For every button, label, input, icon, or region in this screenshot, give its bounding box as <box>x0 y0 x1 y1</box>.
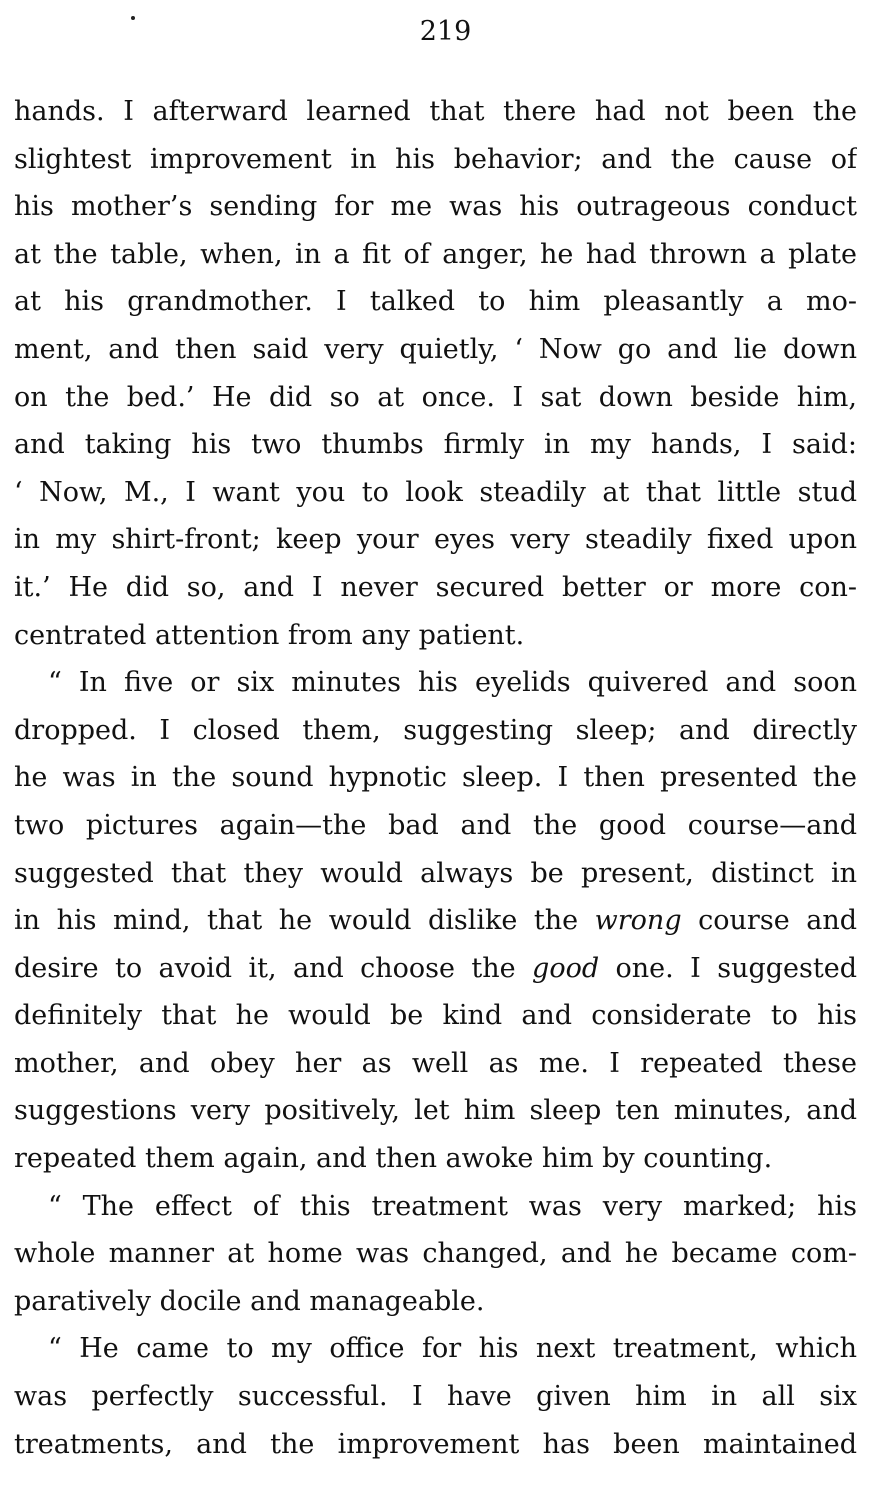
text-line <box>14 1230 857 1278</box>
text-line <box>14 612 857 660</box>
text-segment: one. I suggested <box>599 952 857 984</box>
text-line <box>14 1278 857 1326</box>
text-segment: paratively docile and manageable. <box>14 1285 485 1317</box>
text-segment: and taking his two thumbs firmly in my hands, I said: <box>14 429 857 461</box>
page-number: 219 <box>419 16 472 47</box>
text-segment: course and <box>681 905 857 937</box>
text-segment: at the table, when, in a fit of anger, he had thrown a plate <box>14 238 857 270</box>
text-segment: hands. I afterward learned that there had not been the <box>14 96 857 127</box>
text-line <box>14 421 857 469</box>
text-segment: treatments, and the improvement has been maintained <box>14 1428 857 1460</box>
text-segment: he was in the sound hypnotic sleep. I then presented the <box>14 762 857 794</box>
text-line <box>14 1087 857 1135</box>
text-segment: it.’ He did so, and I never secured better or more con- <box>14 571 857 603</box>
text-segment: centrated attention from any patient. <box>14 619 525 651</box>
text-line <box>14 802 857 850</box>
text-line <box>14 1373 857 1421</box>
text-segment: dropped. I closed them, suggesting sleep; and directly <box>14 714 857 746</box>
body-text <box>14 88 857 1468</box>
emphasized-word: good <box>532 952 600 984</box>
text-segment: “ The effect of this treatment was very marked; his <box>48 1190 857 1222</box>
text-line <box>14 136 857 184</box>
text-segment: ‘ Now, M., I want you to look steadily at that little stud <box>14 476 857 508</box>
text-line <box>14 1325 857 1373</box>
text-line <box>14 469 857 517</box>
text-segment: suggestions very positively, let him sleep ten minutes, and <box>14 1095 857 1127</box>
text-segment: suggested that they would always be present, distinct in <box>14 857 857 889</box>
text-line <box>14 754 857 802</box>
text-line <box>14 659 857 707</box>
text-segment: mother, and obey her as well as me. I repeated these <box>14 1047 857 1079</box>
text-line <box>14 326 857 374</box>
text-line <box>14 231 857 279</box>
text-line <box>14 897 857 945</box>
text-segment: “ He came to my office for his next treatment, which <box>48 1333 857 1365</box>
text-line <box>14 564 857 612</box>
text-segment: “ In five or six minutes his eyelids quivered and soon <box>48 667 857 699</box>
text-line <box>14 850 857 898</box>
text-segment: repeated them again, and then awoke him by counting. <box>14 1143 773 1175</box>
text-line <box>14 1040 857 1088</box>
text-line <box>14 707 857 755</box>
text-segment: slightest improvement in his behavior; and the cause of <box>14 143 857 175</box>
text-line <box>14 278 857 326</box>
text-line <box>14 183 857 231</box>
text-segment: two pictures again—the bad and the good course—and <box>14 809 857 841</box>
text-segment: in my shirt-front; keep your eyes very steadily fixed upon <box>14 524 857 556</box>
text-line <box>14 1183 857 1231</box>
text-segment: was perfectly successful. I have given him in all six <box>14 1381 857 1413</box>
text-line <box>14 1135 857 1183</box>
text-line <box>14 992 857 1040</box>
text-line <box>14 88 857 136</box>
text-segment: whole manner at home was changed, and he became com- <box>14 1238 857 1270</box>
text-line <box>14 374 857 422</box>
text-segment: at his grandmother. I talked to him pleasantly a mo- <box>14 286 857 318</box>
text-segment: on the bed.’ He did so at once. I sat down beside him, <box>14 381 857 413</box>
text-segment: definitely that he would be kind and considerate to his <box>14 1000 857 1032</box>
text-segment: in his mind, that he would dislike the <box>14 905 595 937</box>
text-segment: his mother’s sending for me was his outrageous conduct <box>14 191 857 223</box>
text-line <box>14 945 857 993</box>
text-segment: ment, and then said very quietly, ‘ Now go and lie down <box>14 333 857 365</box>
text-segment: desire to avoid it, and choose the <box>14 952 533 984</box>
text-line <box>14 1421 857 1469</box>
emphasized-word: wrong <box>594 905 682 937</box>
text-line <box>14 516 857 564</box>
